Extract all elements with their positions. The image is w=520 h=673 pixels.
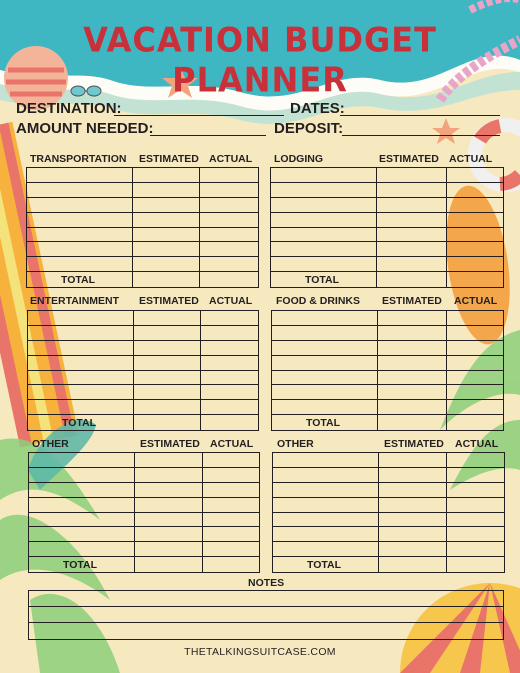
estimated-cell[interactable] [134, 326, 201, 340]
food-estimated-heading: ESTIMATED [382, 295, 442, 307]
estimated-cell[interactable] [378, 356, 447, 370]
table-row [273, 542, 504, 557]
estimated-cell[interactable] [378, 371, 447, 385]
item-cell[interactable] [272, 311, 378, 325]
item-cell[interactable] [271, 168, 377, 182]
actual-cell[interactable] [201, 356, 258, 370]
table-row [272, 326, 503, 341]
item-cell[interactable] [28, 415, 134, 430]
dates-field[interactable] [340, 115, 500, 116]
item-cell[interactable] [273, 453, 379, 467]
lodging-table [270, 167, 504, 288]
estimated-cell[interactable] [133, 213, 200, 227]
other-right-heading: OTHER [277, 438, 314, 450]
table-row [273, 498, 504, 513]
actual-cell[interactable] [203, 513, 259, 527]
deposit-label: DEPOSIT: [274, 120, 344, 137]
other-left-table [28, 452, 260, 573]
actual-cell[interactable] [200, 272, 258, 287]
table-row [27, 198, 258, 213]
estimated-cell[interactable] [134, 371, 201, 385]
table-row [272, 371, 503, 386]
total-row [29, 557, 259, 572]
transportation-table [26, 167, 259, 288]
destination-label: DESTINATION: [16, 100, 122, 117]
estimated-cell[interactable] [377, 168, 447, 182]
estimated-cell[interactable] [377, 228, 447, 242]
item-cell[interactable] [29, 513, 135, 527]
item-cell[interactable] [273, 498, 379, 512]
actual-cell[interactable] [203, 527, 259, 541]
table-row [271, 198, 503, 213]
table-row [28, 385, 258, 400]
estimated-cell[interactable] [379, 498, 447, 512]
table-row [27, 257, 258, 272]
table-row [272, 400, 503, 415]
actual-cell[interactable] [200, 228, 258, 242]
estimated-cell[interactable] [379, 527, 447, 541]
estimated-cell[interactable] [135, 483, 203, 497]
item-cell[interactable] [27, 272, 133, 287]
item-cell[interactable] [271, 213, 377, 227]
item-cell[interactable] [28, 385, 134, 399]
actual-cell[interactable] [203, 557, 259, 572]
table-row [272, 311, 503, 326]
item-cell[interactable] [27, 213, 133, 227]
lodging-actual-heading: ACTUAL [449, 153, 493, 165]
other-left-estimated-heading: ESTIMATED [140, 438, 200, 450]
other-right-estimated-heading: ESTIMATED [384, 438, 444, 450]
footer-website: THETALKINGSUITCASE.COM [184, 646, 336, 658]
estimated-cell[interactable] [134, 356, 201, 370]
actual-cell[interactable] [447, 513, 504, 527]
estimated-cell[interactable] [378, 385, 447, 399]
item-cell[interactable] [272, 371, 378, 385]
actual-cell[interactable] [201, 341, 258, 355]
table-row [29, 542, 259, 557]
total-row [27, 272, 258, 287]
actual-cell[interactable] [201, 400, 258, 414]
actual-cell[interactable] [447, 557, 504, 572]
actual-cell[interactable] [201, 311, 258, 325]
food-heading: FOOD & DRINKS [276, 295, 360, 307]
table-row [29, 498, 259, 513]
item-cell[interactable] [28, 326, 134, 340]
estimated-cell[interactable] [135, 468, 203, 482]
actual-cell[interactable] [447, 415, 503, 430]
estimated-cell[interactable] [378, 311, 447, 325]
item-cell[interactable] [28, 356, 134, 370]
entertainment-estimated-heading: ESTIMATED [139, 295, 199, 307]
item-cell[interactable] [272, 356, 378, 370]
estimated-cell[interactable] [134, 415, 201, 430]
actual-cell[interactable] [447, 311, 503, 325]
actual-cell[interactable] [203, 498, 259, 512]
item-cell[interactable] [29, 527, 135, 541]
actual-cell[interactable] [200, 183, 258, 197]
total-label: TOTAL [61, 274, 96, 287]
estimated-cell[interactable] [135, 498, 203, 512]
amount-needed-label: AMOUNT NEEDED: [16, 120, 154, 137]
table-row [273, 513, 504, 528]
total-row [28, 415, 258, 430]
actual-cell[interactable] [447, 498, 504, 512]
item-cell[interactable] [27, 198, 133, 212]
item-cell[interactable] [272, 326, 378, 340]
page-title: VACATION BUDGET PLANNER [83, 20, 437, 100]
total-row [272, 415, 503, 430]
actual-cell[interactable] [447, 198, 503, 212]
estimated-cell[interactable] [133, 183, 200, 197]
item-cell[interactable] [273, 468, 379, 482]
item-cell[interactable] [272, 415, 378, 430]
estimated-cell[interactable] [379, 542, 447, 556]
estimated-cell[interactable] [378, 415, 447, 430]
table-row [273, 527, 504, 542]
estimated-cell[interactable] [135, 542, 203, 556]
item-cell[interactable] [29, 453, 135, 467]
actual-cell[interactable] [447, 453, 504, 467]
estimated-cell[interactable] [377, 183, 447, 197]
table-row [273, 483, 504, 498]
table-row [29, 527, 259, 542]
actual-cell[interactable] [447, 326, 503, 340]
table-row [28, 326, 258, 341]
actual-cell[interactable] [447, 341, 503, 355]
item-cell[interactable] [28, 400, 134, 414]
item-cell[interactable] [271, 242, 377, 256]
lodging-heading: LODGING [274, 153, 323, 165]
actual-cell[interactable] [447, 257, 503, 271]
actual-cell[interactable] [447, 483, 504, 497]
item-cell[interactable] [273, 527, 379, 541]
total-label: TOTAL [306, 417, 341, 430]
table-row [272, 385, 503, 400]
actual-cell[interactable] [200, 257, 258, 271]
table-row [271, 168, 503, 183]
food-table [271, 310, 504, 431]
estimated-cell[interactable] [133, 168, 200, 182]
table-row [29, 513, 259, 528]
estimated-cell[interactable] [135, 527, 203, 541]
estimated-cell[interactable] [134, 311, 201, 325]
item-cell[interactable] [27, 242, 133, 256]
table-row [27, 228, 258, 243]
actual-cell[interactable] [201, 326, 258, 340]
table-row [28, 371, 258, 386]
estimated-cell[interactable] [133, 272, 200, 287]
actual-cell[interactable] [203, 468, 259, 482]
estimated-cell[interactable] [377, 272, 447, 287]
deposit-field[interactable] [342, 135, 500, 136]
table-row [28, 356, 258, 371]
amount-needed-field[interactable] [150, 135, 266, 136]
actual-cell[interactable] [200, 213, 258, 227]
actual-cell[interactable] [447, 527, 504, 541]
actual-cell[interactable] [203, 453, 259, 467]
other-right-table [272, 452, 505, 573]
estimated-cell[interactable] [134, 400, 201, 414]
notes-line[interactable] [29, 623, 503, 639]
entertainment-heading: ENTERTAINMENT [30, 295, 120, 307]
table-row [273, 468, 504, 483]
table-row [28, 400, 258, 415]
actual-cell[interactable] [447, 183, 503, 197]
table-row [28, 311, 258, 326]
table-row [271, 242, 503, 257]
item-cell[interactable] [29, 557, 135, 572]
item-cell[interactable] [271, 228, 377, 242]
estimated-cell[interactable] [133, 257, 200, 271]
notes-line[interactable] [29, 607, 503, 623]
item-cell[interactable] [27, 168, 133, 182]
item-cell[interactable] [272, 400, 378, 414]
table-row [29, 468, 259, 483]
estimated-cell[interactable] [377, 213, 447, 227]
total-row [273, 557, 504, 572]
item-cell[interactable] [273, 483, 379, 497]
item-cell[interactable] [29, 542, 135, 556]
actual-cell[interactable] [201, 385, 258, 399]
transportation-actual-heading: ACTUAL [209, 153, 253, 165]
lodging-estimated-heading: ESTIMATED [379, 153, 439, 165]
actual-cell[interactable] [201, 415, 258, 430]
actual-cell[interactable] [447, 242, 503, 256]
estimated-cell[interactable] [135, 453, 203, 467]
item-cell[interactable] [273, 557, 379, 572]
estimated-cell[interactable] [377, 198, 447, 212]
actual-cell[interactable] [447, 213, 503, 227]
actual-cell[interactable] [447, 371, 503, 385]
actual-cell[interactable] [447, 168, 503, 182]
total-row [271, 272, 503, 287]
item-cell[interactable] [27, 183, 133, 197]
item-cell[interactable] [271, 198, 377, 212]
estimated-cell[interactable] [379, 557, 447, 572]
item-cell[interactable] [29, 498, 135, 512]
actual-cell[interactable] [447, 228, 503, 242]
item-cell[interactable] [27, 228, 133, 242]
estimated-cell[interactable] [379, 483, 447, 497]
dates-label: DATES: [290, 100, 345, 117]
actual-cell[interactable] [447, 542, 504, 556]
estimated-cell[interactable] [133, 198, 200, 212]
item-cell[interactable] [28, 311, 134, 325]
table-row [271, 183, 503, 198]
item-cell[interactable] [271, 183, 377, 197]
table-row [27, 242, 258, 257]
estimated-cell[interactable] [135, 557, 203, 572]
estimated-cell[interactable] [135, 513, 203, 527]
item-cell[interactable] [273, 542, 379, 556]
table-row [271, 257, 503, 272]
actual-cell[interactable] [447, 385, 503, 399]
estimated-cell[interactable] [378, 400, 447, 414]
item-cell[interactable] [29, 483, 135, 497]
other-left-actual-heading: ACTUAL [210, 438, 254, 450]
table-row [29, 453, 259, 468]
total-label: TOTAL [305, 274, 340, 287]
table-row [272, 356, 503, 371]
entertainment-table [27, 310, 259, 431]
estimated-cell[interactable] [377, 242, 447, 256]
notes-box[interactable] [28, 590, 504, 640]
actual-cell[interactable] [447, 468, 504, 482]
item-cell[interactable] [28, 371, 134, 385]
table-row [272, 341, 503, 356]
estimated-cell[interactable] [134, 385, 201, 399]
food-actual-heading: ACTUAL [454, 295, 498, 307]
actual-cell[interactable] [200, 242, 258, 256]
transportation-heading: TRANSPORTATION [30, 153, 127, 165]
actual-cell[interactable] [203, 483, 259, 497]
table-row [27, 168, 258, 183]
item-cell[interactable] [272, 385, 378, 399]
total-label: TOTAL [307, 559, 342, 572]
actual-cell[interactable] [200, 198, 258, 212]
other-right-actual-heading: ACTUAL [455, 438, 499, 450]
total-label: TOTAL [63, 559, 98, 572]
actual-cell[interactable] [203, 542, 259, 556]
notes-heading: NOTES [248, 577, 285, 589]
estimated-cell[interactable] [378, 341, 447, 355]
estimated-cell[interactable] [133, 228, 200, 242]
table-row [273, 453, 504, 468]
actual-cell[interactable] [447, 400, 503, 414]
table-row [271, 228, 503, 243]
destination-field[interactable] [114, 115, 284, 116]
actual-cell[interactable] [447, 356, 503, 370]
estimated-cell[interactable] [379, 453, 447, 467]
notes-line[interactable] [29, 591, 503, 607]
table-row [28, 341, 258, 356]
transportation-estimated-heading: ESTIMATED [139, 153, 199, 165]
estimated-cell[interactable] [378, 326, 447, 340]
other-left-heading: OTHER [32, 438, 69, 450]
table-row [27, 213, 258, 228]
estimated-cell[interactable] [377, 257, 447, 271]
estimated-cell[interactable] [134, 341, 201, 355]
item-cell[interactable] [29, 468, 135, 482]
actual-cell[interactable] [447, 272, 503, 287]
actual-cell[interactable] [201, 371, 258, 385]
table-row [27, 183, 258, 198]
entertainment-actual-heading: ACTUAL [209, 295, 253, 307]
item-cell[interactable] [273, 513, 379, 527]
table-row [271, 213, 503, 228]
item-cell[interactable] [272, 341, 378, 355]
actual-cell[interactable] [200, 168, 258, 182]
estimated-cell[interactable] [379, 468, 447, 482]
total-label: TOTAL [62, 417, 97, 430]
item-cell[interactable] [271, 257, 377, 271]
estimated-cell[interactable] [133, 242, 200, 256]
item-cell[interactable] [27, 257, 133, 271]
item-cell[interactable] [271, 272, 377, 287]
table-row [29, 483, 259, 498]
item-cell[interactable] [28, 341, 134, 355]
estimated-cell[interactable] [379, 513, 447, 527]
